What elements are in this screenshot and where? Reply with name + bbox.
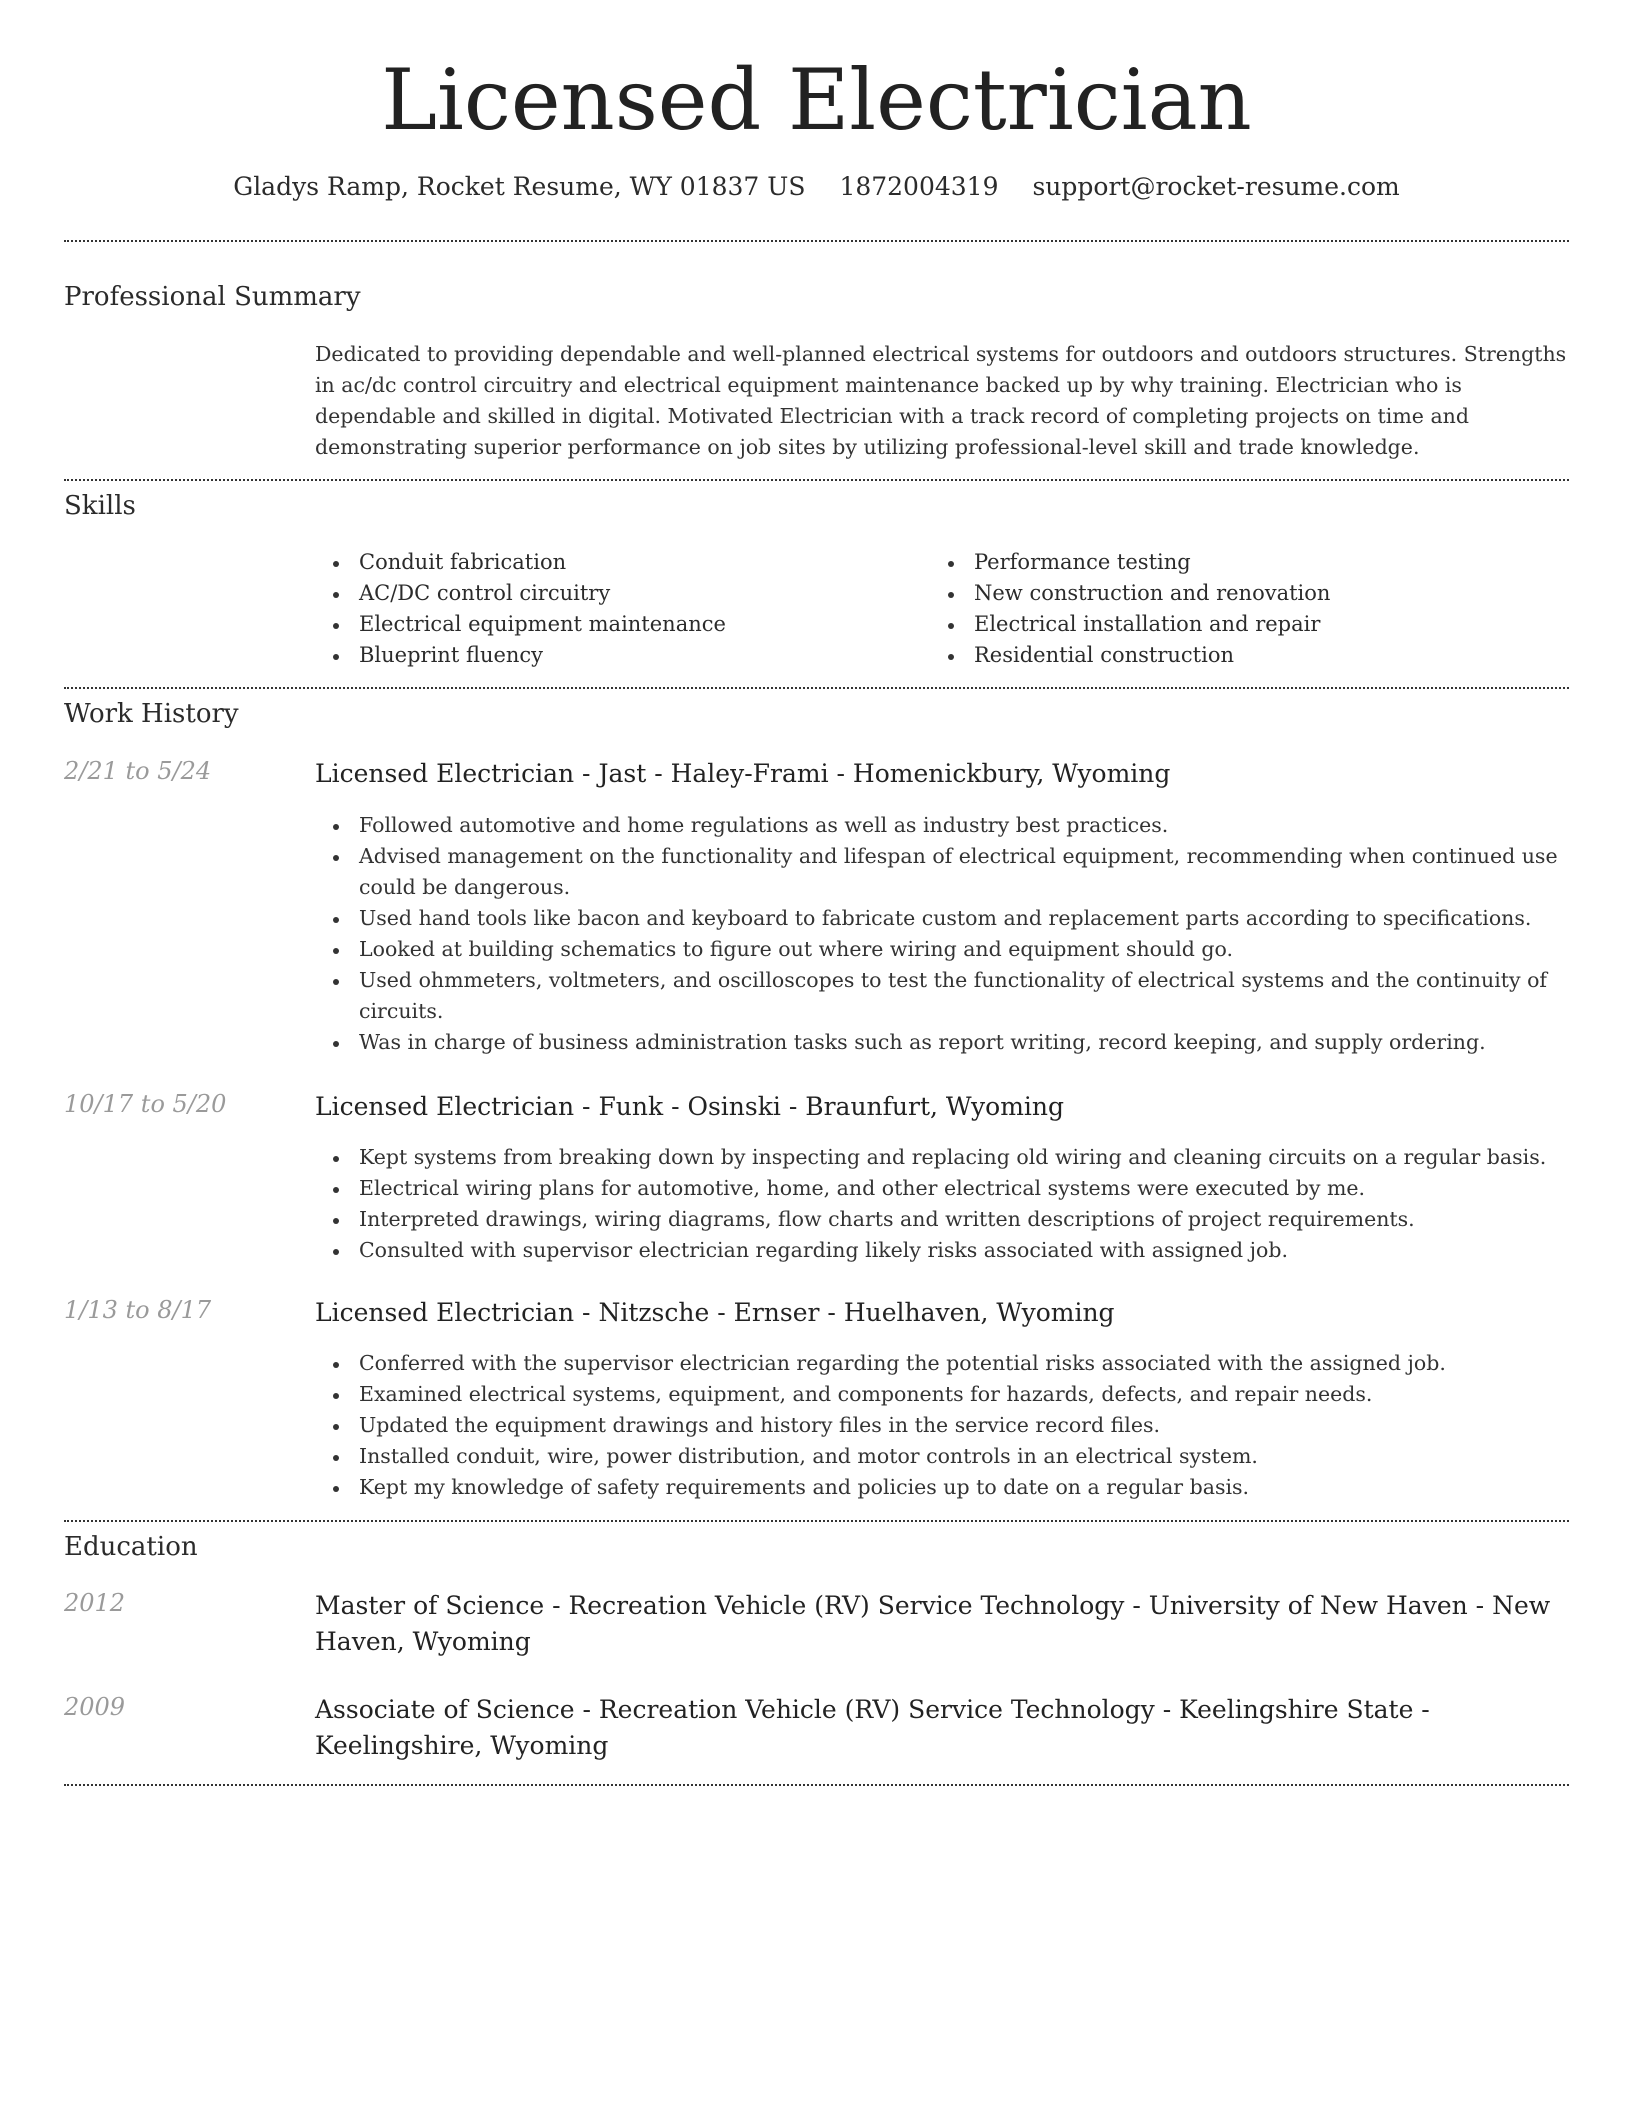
job-bullet: Installed conduit, wire, power distribution, and motor controls in an electrical system. xyxy=(315,1441,1569,1472)
contact-address: Gladys Ramp, Rocket Resume, WY 01837 US xyxy=(233,172,806,201)
job-bullet: Advised management on the functionality and lifespan of electrical equipment, recommending when continued use could be dangerous. xyxy=(315,841,1569,903)
job-bullet: Was in charge of business administration tasks such as report writing, record keeping, and supply ordering. xyxy=(315,1027,1569,1058)
job-date: 2/21 to 5/24 xyxy=(64,757,212,785)
job-heading: Licensed Electrician - Jast - Haley-Frami - Homenickbury, Wyoming xyxy=(315,759,1171,788)
skill-item: New construction and renovation xyxy=(930,578,1545,609)
resume-page xyxy=(64,0,1569,1760)
job-bullet: Used ohmmeters, voltmeters, and oscilloscopes to test the functionality of electrical systems and the continuity of circuits. xyxy=(315,965,1569,1027)
job-bullets xyxy=(315,1142,1569,1266)
divider xyxy=(64,1784,1569,1786)
skill-item: Blueprint fluency xyxy=(315,640,930,671)
skill-item: Electrical installation and repair xyxy=(930,609,1545,640)
job-bullet: Consulted with supervisor electrician regarding likely risks associated with assigned job. xyxy=(315,1235,1569,1266)
resume-title: Licensed Electrician xyxy=(381,51,1252,149)
education-date: 2012 xyxy=(64,1589,126,1617)
skill-item: AC/DC control circuitry xyxy=(315,578,930,609)
job-bullet: Conferred with the supervisor electrician regarding the potential risks associated with the assigned job. xyxy=(315,1348,1569,1379)
skills-section-title: Skills xyxy=(64,491,136,521)
contact-email: support@rocket-resume.com xyxy=(1032,172,1400,201)
contact-line xyxy=(64,170,1569,204)
divider xyxy=(64,479,1569,481)
summary-text: Dedicated to providing dependable and well-planned electrical systems for outdoors and outdoors structures. Strengths in ac/dc control circuitry and electrical equipment maintenance backed up by why training. Electrician who is dependable and skilled in digital. Motivated Electrician with a track record of completing projects on time and demonstrating superior performance on job sites by utilizing professional-level skill and trade knowledge. xyxy=(315,342,1567,459)
contact-phone: 1872004319 xyxy=(839,172,999,201)
divider xyxy=(64,240,1569,242)
job-bullets xyxy=(315,810,1569,1058)
work-section-title: Work History xyxy=(64,699,239,729)
education-section-title: Education xyxy=(64,1532,198,1562)
skill-item: Performance testing xyxy=(930,547,1545,578)
job-bullet: Electrical wiring plans for automotive, home, and other electrical systems were executed by me. xyxy=(315,1173,1569,1204)
job-date: 10/17 to 5/20 xyxy=(64,1090,227,1118)
job-bullet: Followed automotive and home regulations as well as industry best practices. xyxy=(315,810,1569,841)
job-bullet: Looked at building schematics to figure out where wiring and equipment should go. xyxy=(315,934,1569,965)
divider xyxy=(64,687,1569,689)
education-heading: Master of Science - Recreation Vehicle (RV) Service Technology - University of New Haven - New Haven, Wyoming xyxy=(315,1591,1551,1656)
job-bullet: Used hand tools like bacon and keyboard to fabricate custom and replacement parts according to specifications. xyxy=(315,903,1569,934)
job-heading: Licensed Electrician - Funk - Osinski - Braunfurt, Wyoming xyxy=(315,1092,1065,1121)
job-bullet: Kept my knowledge of safety requirements and policies up to date on a regular basis. xyxy=(315,1472,1569,1503)
education-heading: Associate of Science - Recreation Vehicle (RV) Service Technology - Keelingshire State - Keelingshire, Wyoming xyxy=(315,1695,1430,1760)
job-date: 1/13 to 8/17 xyxy=(64,1296,212,1324)
skills-list xyxy=(315,547,1569,671)
divider xyxy=(64,1520,1569,1522)
skill-item: Conduit fabrication xyxy=(315,547,930,578)
job-bullet: Interpreted drawings, wiring diagrams, flow charts and written descriptions of project requirements. xyxy=(315,1204,1569,1235)
job-bullet: Examined electrical systems, equipment, and components for hazards, defects, and repair needs. xyxy=(315,1379,1569,1410)
job-bullets xyxy=(315,1348,1569,1503)
job-heading: Licensed Electrician - Nitzsche - Ernser - Huelhaven, Wyoming xyxy=(315,1298,1115,1327)
skill-item: Residential construction xyxy=(930,640,1545,671)
skill-item: Electrical equipment maintenance xyxy=(315,609,930,640)
job-bullet: Updated the equipment drawings and history files in the service record files. xyxy=(315,1410,1569,1441)
job-bullet: Kept systems from breaking down by inspecting and replacing old wiring and cleaning circuits on a regular basis. xyxy=(315,1142,1569,1173)
summary-section-title: Professional Summary xyxy=(64,282,361,312)
education-date: 2009 xyxy=(64,1693,126,1721)
